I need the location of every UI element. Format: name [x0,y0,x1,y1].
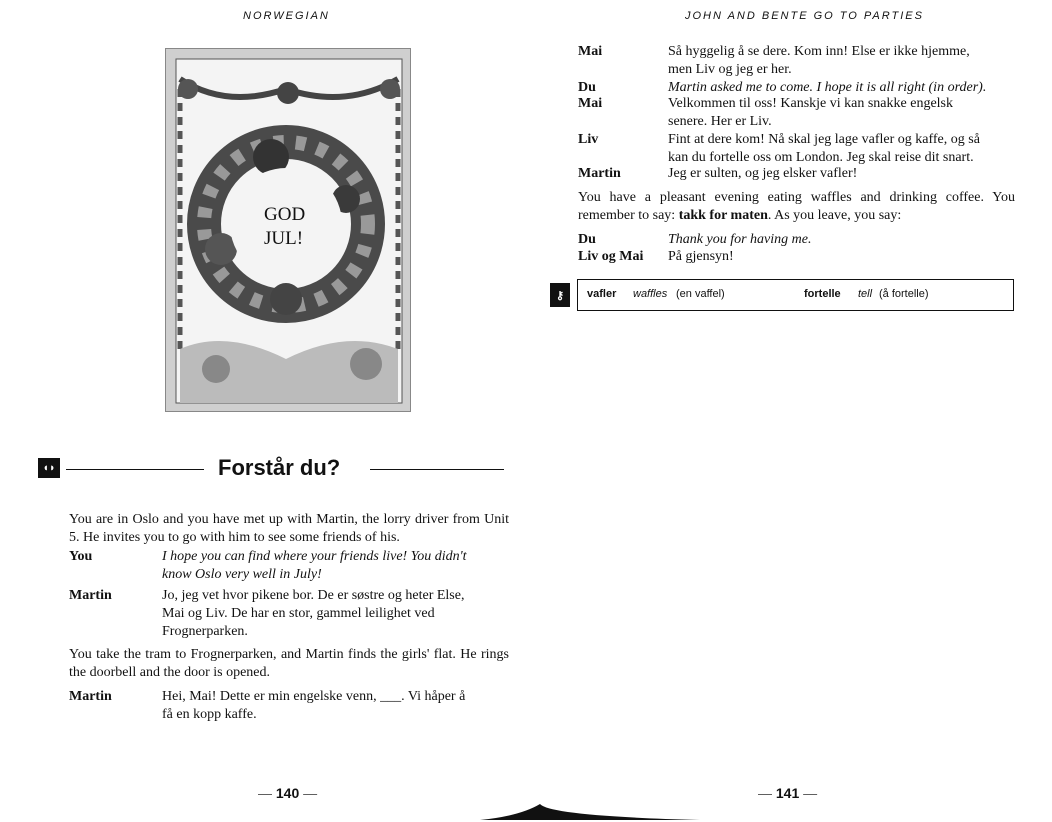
audio-icon: ◖◗ [38,458,60,478]
speaker-du: Du [578,232,596,247]
dialogue-line: På gjensyn! [668,249,734,264]
narration-phrase: takk for maten [678,208,768,223]
right-running-header: JOHN AND BENTE GO TO PARTIES [685,10,924,22]
speaker-mai: Mai [578,44,603,59]
card-greeting [264,203,305,251]
dialogue-line: få en kopp kaffe. [162,707,257,722]
dialogue-line: kan du fortelle oss om London. Jeg skal reise dit snart. [668,150,974,165]
narration-text: You have a pleasant evening eating waffles and drinking coffee. You remember to say: [578,190,1015,223]
speaker-martin: Martin [578,166,621,181]
christmas-card-illustration [165,48,411,412]
speaker-liv-og-mai: Liv og Mai [578,249,644,264]
dialogue-line: Martin asked me to come. I hope it is all right (in order). [668,80,987,95]
vocab-gloss: tell [858,288,873,300]
left-dialogue-2 [69,688,509,728]
vocab-note: (å fortelle) [879,288,929,300]
dialogue-line: men Liv og jeg er her. [668,62,792,77]
dialogue-line: Jeg er sulten, og jeg elsker vafler! [668,166,858,181]
intro-paragraph: You are in Oslo and you have met up with Martin, the lorry driver from Unit 5. He invites you to go with him to see some friends of his. [69,512,509,545]
section-title: Forstår du? [218,455,341,480]
dialogue-line: Hei, Mai! Dette er min engelske venn, ___. Vi håper å [162,689,466,704]
vocabulary-box [577,279,1014,311]
right-narration-paragraph [578,189,1015,225]
speaker-du: Du [578,80,596,95]
speaker-you: You [69,549,93,564]
page-number-value: 140 [275,785,300,801]
left-running-header: NORWEGIAN [243,10,330,22]
right-dialogue-1 [578,43,1016,183]
speaker-martin: Martin [69,689,112,704]
dialogue-line: Fint at dere kom! Nå skal jeg lage vafler og kaffe, og så [668,132,980,147]
card-greeting-line-1: GOD [264,204,306,225]
narration-paragraph: You take the tram to Frognerparken, and Martin finds the girls' flat. He rings the doorbell and the door is opened. [69,647,509,680]
dialogue-line: senere. Her er Liv. [668,114,772,129]
narration-text: . As you leave, you say: [767,208,902,223]
right-page-number: — 141 — [758,785,818,801]
page-number-value: 141 [775,785,800,801]
vocab-word: vafler [587,288,617,300]
right-dialogue-2 [578,231,1016,271]
speaker-liv: Liv [578,132,599,147]
key-icon: ⚷ [550,283,570,307]
dialogue-line: Thank you for having me. [668,232,812,247]
vocab-gloss: waffles [633,288,668,300]
dialogue-line: know Oslo very well in July! [162,567,322,582]
title-rule-left [66,469,204,470]
dialogue-line: Jo, jeg vet hvor pikene bor. De er søstre og heter Else, [162,588,465,603]
vocab-note: (en vaffel) [676,288,725,300]
dialogue-line: Så hyggelig å se dere. Kom inn! Else er ikke hjemme, [668,44,970,59]
vocab-word: fortelle [804,288,841,300]
dialogue-line: Velkommen til oss! Kanskje vi kan snakke engelsk [668,96,954,111]
left-page-number: — 140 — [258,785,318,801]
book-spine-shadow [480,802,700,822]
speaker-mai: Mai [578,96,603,111]
left-dialogue-1 [69,548,509,638]
dialogue-line: I hope you can find where your friends live! You didn't [162,549,467,564]
title-rule-right [370,469,504,470]
dialogue-line: Mai og Liv. De har en stor, gammel leilighet ved [162,606,435,621]
dialogue-line: Frognerparken. [162,624,248,639]
card-greeting-line-2: JUL! [264,228,304,249]
speaker-martin: Martin [69,588,112,603]
